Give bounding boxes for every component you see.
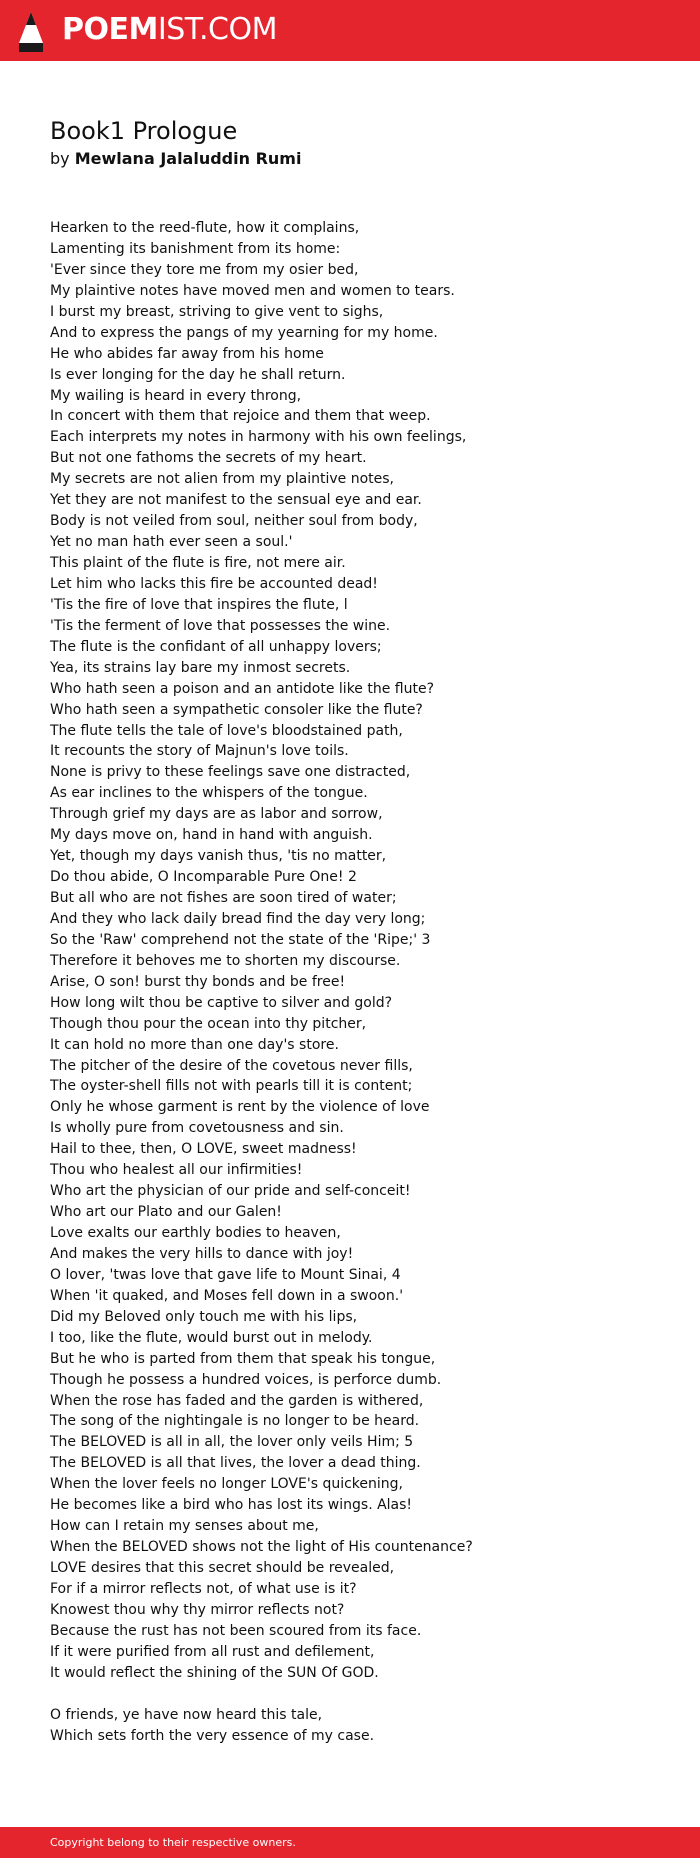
poem-line: O friends, ye have now heard this tale, [50, 1706, 323, 1723]
poem-line: Body is not veiled from soul, neither soul from body, [50, 513, 418, 530]
poem-line: It would reflect the shining of the SUN Of GOD. [50, 1664, 379, 1681]
poem-line: Who art our Plato and our Galen! [50, 1204, 282, 1221]
poem-line: When the BELOVED shows not the light of His countenance? [50, 1539, 473, 1556]
poem-body [50, 218, 670, 1746]
poem-line: Is ever longing for the day he shall return. [50, 366, 346, 383]
logo-text-bold: POEM [62, 12, 158, 47]
logo-text-light: IST.COM [157, 12, 277, 47]
poem-line: My plaintive notes have moved men and women to tears. [50, 282, 455, 299]
poem-line: Hearken to the reed-flute, how it complains, [50, 220, 360, 236]
pen-nib-icon[interactable] [18, 11, 44, 53]
stanza-break [50, 1684, 670, 1705]
poem-line: O lover, 'twas love that gave life to Mount Sinai, 4 [50, 1266, 401, 1283]
poem-line: Is wholly pure from covetousness and sin. [50, 1120, 344, 1137]
poem-line: Yet no man hath ever seen a soul.' [50, 534, 293, 551]
poem-line: And makes the very hills to dance with joy! [50, 1245, 354, 1262]
poem-line: I burst my breast, striving to give vent to sighs, [50, 303, 384, 320]
poem-line: Who art the physician of our pride and self-conceit! [50, 1183, 411, 1200]
poem-line: The BELOVED is all that lives, the lover a dead thing. [50, 1455, 421, 1472]
poem-line: My wailing is heard in every throng, [50, 387, 302, 404]
poem-line: He becomes like a bird who has lost its wings. Alas! [50, 1497, 413, 1514]
site-logo[interactable] [62, 10, 277, 50]
poem-line: The flute is the confidant of all unhappy lovers; [50, 638, 382, 655]
poem-line: Lamenting its banishment from its home: [50, 240, 341, 257]
poem-line: But not one fathoms the secrets of my heart. [50, 450, 367, 467]
poem-line: Through grief my days are as labor and sorrow, [50, 806, 383, 823]
poem-line: Though thou pour the ocean into thy pitcher, [50, 1015, 367, 1032]
poem-line: Arise, O son! burst thy bonds and be free! [50, 973, 346, 990]
poem-line: Only he whose garment is rent by the violence of love [50, 1099, 430, 1116]
poem-line: Who hath seen a sympathetic consoler like the flute? [50, 701, 423, 718]
poem-line: Let him who lacks this fire be accounted dead! [50, 575, 378, 592]
poem-line: He who abides far away from his home [50, 345, 324, 362]
poem-line: So the 'Raw' comprehend not the state of the 'Ripe;' 3 [50, 931, 431, 948]
poem-line: I too, like the flute, would burst out in melody. [50, 1329, 373, 1346]
poem-line: The song of the nightingale is no longer to be heard. [50, 1413, 420, 1430]
poem-line: Therefore it behoves me to shorten my discourse. [50, 952, 401, 969]
poem-line: It recounts the story of Majnun's love toils. [50, 743, 349, 760]
poem-byline [50, 148, 301, 170]
poem-line: LOVE desires that this secret should be revealed, [50, 1560, 395, 1576]
poem-line: The oyster-shell fills not with pearls till it is content; [50, 1078, 413, 1095]
poem-line: My secrets are not alien from my plaintive notes, [50, 471, 395, 488]
poem-line: My days move on, hand in hand with anguish. [50, 827, 373, 844]
by-label: by [50, 149, 70, 168]
poem-line: But he who is parted from them that speak his tongue, [50, 1350, 436, 1367]
site-header [0, 0, 700, 61]
poem-line: Though he possess a hundred voices, is perforce dumb. [50, 1371, 442, 1388]
poem-line: Who hath seen a poison and an antidote like the flute? [50, 680, 435, 697]
poem-line: Love exalts our earthly bodies to heaven, [50, 1225, 341, 1241]
poem-line: When the lover feels no longer LOVE's quickening, [50, 1476, 403, 1493]
poem-line: As ear inclines to the whispers of the tongue. [50, 785, 368, 802]
poem-line: When the rose has faded and the garden is withered, [50, 1392, 424, 1409]
poem-line: Which sets forth the very essence of my case. [50, 1727, 375, 1744]
poem-line: How long wilt thou be captive to silver and gold? [50, 994, 393, 1011]
poem-line: Yet they are not manifest to the sensual eye and ear. [50, 492, 422, 509]
poem-line: 'Tis the ferment of love that possesses the wine. [50, 617, 391, 634]
poem-line: This plaint of the flute is fire, not mere air. [50, 555, 346, 571]
poem-line: And to express the pangs of my yearning for my home. [50, 324, 438, 341]
poem-line: The pitcher of the desire of the covetous never fills, [50, 1057, 413, 1074]
poem-line: Thou who healest all our infirmities! [50, 1162, 303, 1179]
poem-line: The BELOVED is all in all, the lover only veils Him; 5 [50, 1434, 414, 1451]
poem-line: The flute tells the tale of love's bloodstained path, [50, 722, 403, 739]
poem-line: 'Tis the fire of love that inspires the flute, l [50, 596, 348, 613]
poem-line: If it were purified from all rust and defilement, [50, 1643, 375, 1660]
poem-line: None is privy to these feelings save one distracted, [50, 764, 411, 781]
poem-line: Each interprets my notes in harmony with his own feelings, [50, 429, 467, 446]
poem-line: Did my Beloved only touch me with his lips, [50, 1308, 358, 1325]
site-footer [0, 1827, 700, 1858]
poem-line: When 'it quaked, and Moses fell down in a swoon.' [50, 1287, 404, 1304]
poem-line: Knowest thou why thy mirror reflects not? [50, 1601, 345, 1618]
poem-line: It can hold no more than one day's store. [50, 1036, 339, 1053]
poem-line: Hail to thee, then, O LOVE, sweet madness! [50, 1141, 357, 1158]
poem-line: For if a mirror reflects not, of what use is it? [50, 1580, 357, 1597]
poem-title: Book1 Prologue [50, 117, 238, 145]
poem-line: Do thou abide, O Incomparable Pure One! 2 [50, 869, 357, 886]
poem-line: Because the rust has not been scoured from its face. [50, 1622, 422, 1639]
poem-line: Yet, though my days vanish thus, 'tis no matter, [50, 848, 387, 865]
poem-line: 'Ever since they tore me from my osier bed, [50, 261, 359, 278]
poem-line: In concert with them that rejoice and them that weep. [50, 408, 431, 425]
poem-author: Mewlana Jalaluddin Rumi [74, 149, 302, 168]
poem-line: How can I retain my senses about me, [50, 1518, 319, 1535]
copyright-text: Copyright belong to their respective owners. [50, 1836, 296, 1849]
poem-line: But all who are not fishes are soon tired of water; [50, 890, 397, 906]
poem-line: And they who lack daily bread find the day very long; [50, 910, 426, 927]
poem-line: Yea, its strains lay bare my inmost secrets. [50, 659, 351, 676]
